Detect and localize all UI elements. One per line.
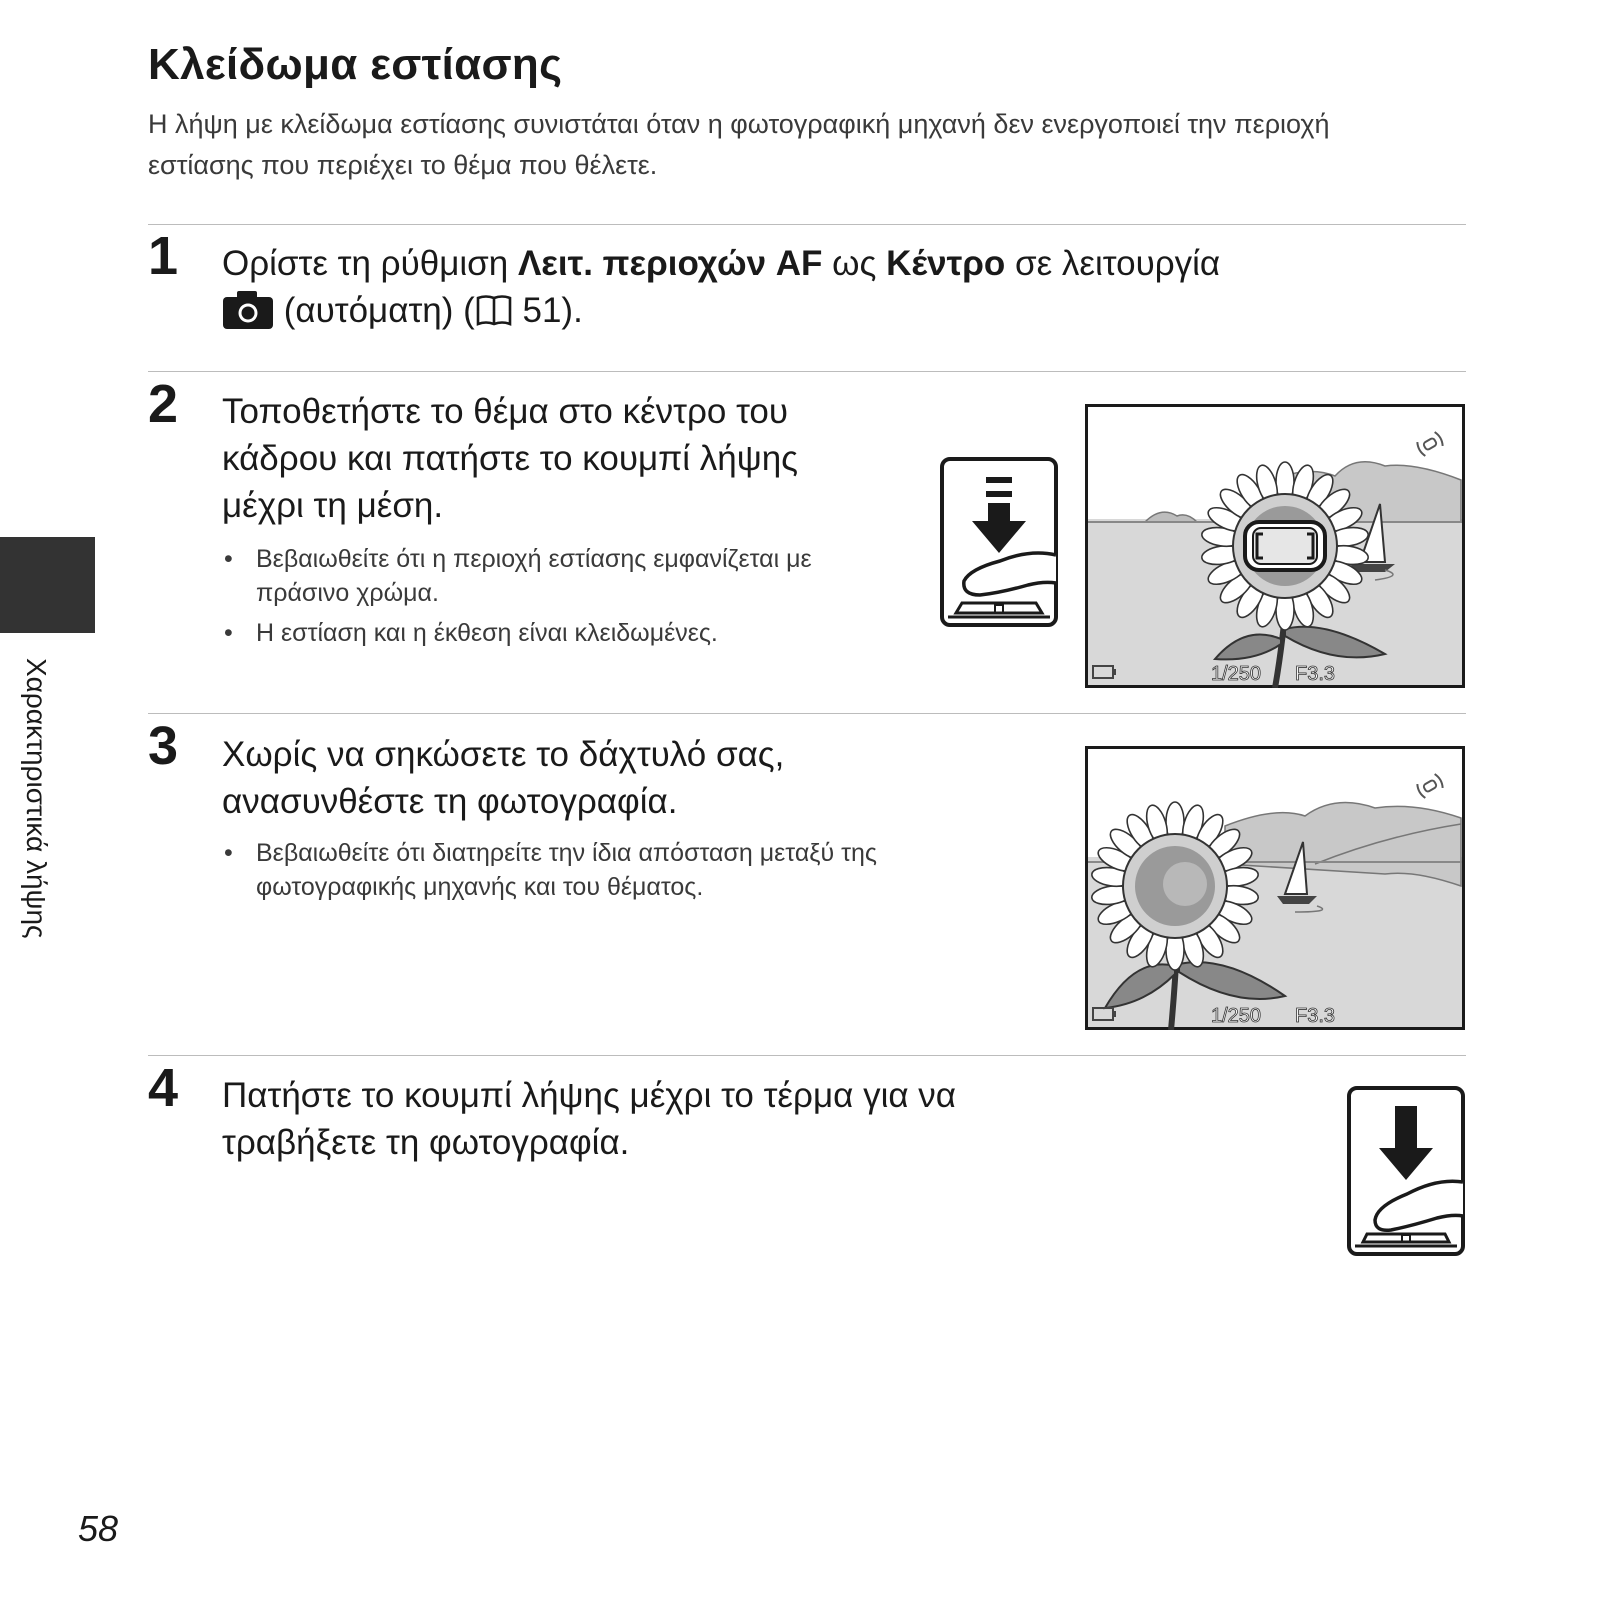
book-icon — [475, 293, 513, 327]
step-4-text: Πατήστε το κουμπί λήψης μέχρι το τέρμα για να τραβήξετε τη φωτογραφία. — [222, 1076, 957, 1162]
section-label: Χαρακτηριστικά λήψης — [21, 658, 52, 939]
divider — [148, 713, 1466, 714]
intro-line-1: Η λήψη με κλείδωμα εστίασης συνιστάται όταν η φωτογραφική μηχανή δεν ενεργοποιεί την περιοχή — [148, 109, 1330, 139]
shutter-speed: 1/250 — [1211, 1005, 1262, 1027]
step-1-number: 1 — [148, 226, 179, 286]
camera-icon — [222, 290, 274, 330]
intro-paragraph — [148, 104, 1468, 186]
page-title: Κλείδωμα εστίασης — [148, 40, 563, 89]
step-3-text: Χωρίς να σηκώσετε το δάχτυλό σας, ανασυνθέστε τη φωτογραφία. — [222, 735, 785, 821]
aperture: F3.3 — [1295, 663, 1336, 685]
step-3-number: 3 — [148, 716, 179, 776]
shutter-speed: 1/250 — [1211, 663, 1262, 685]
step-2-bullet-1: • Βεβαιωθείτε ότι η περιοχή εστίασης εμφανίζεται με πράσινο χρώμα. — [224, 545, 812, 607]
divider — [148, 371, 1466, 372]
step-1-text: Ορίστε τη ρύθμιση Λειτ. περιοχών AF ως Κέντρο σε λειτουργία (αυτόματη) ( 51). — [222, 244, 1221, 330]
step-3-bullet-1: • Βεβαιωθείτε ότι διατηρείτε την ίδια απόσταση μεταξύ της φωτογραφικής μηχανής και του θέματος. — [224, 839, 877, 901]
step-2-text: Τοποθετήστε το θέμα στο κέντρο του κάδρου και πατήστε το κουμπί λήψης μέχρι τη μέση. — [222, 392, 799, 525]
divider — [148, 1055, 1466, 1056]
page-number: 58 — [78, 1508, 119, 1549]
setting-value: Κέντρο — [886, 244, 1006, 283]
aperture: F3.3 — [1295, 1005, 1336, 1027]
section-tab — [0, 537, 95, 633]
shutter-half-press-icon — [940, 457, 1058, 627]
divider — [148, 224, 1466, 225]
camera-screen-focus-center — [1085, 404, 1465, 688]
camera-screen-recomposed — [1085, 746, 1465, 1030]
step-2-bullet-2: • Η εστίαση και η έκθεση είναι κλειδωμένες. — [224, 619, 718, 647]
intro-line-2: εστίασης που περιέχει το θέμα που θέλετε. — [148, 150, 658, 180]
step-2-number: 2 — [148, 374, 179, 434]
setting-name: Λειτ. περιοχών AF — [517, 244, 823, 283]
step-4-number: 4 — [148, 1058, 179, 1118]
shutter-full-press-icon — [1347, 1086, 1465, 1256]
